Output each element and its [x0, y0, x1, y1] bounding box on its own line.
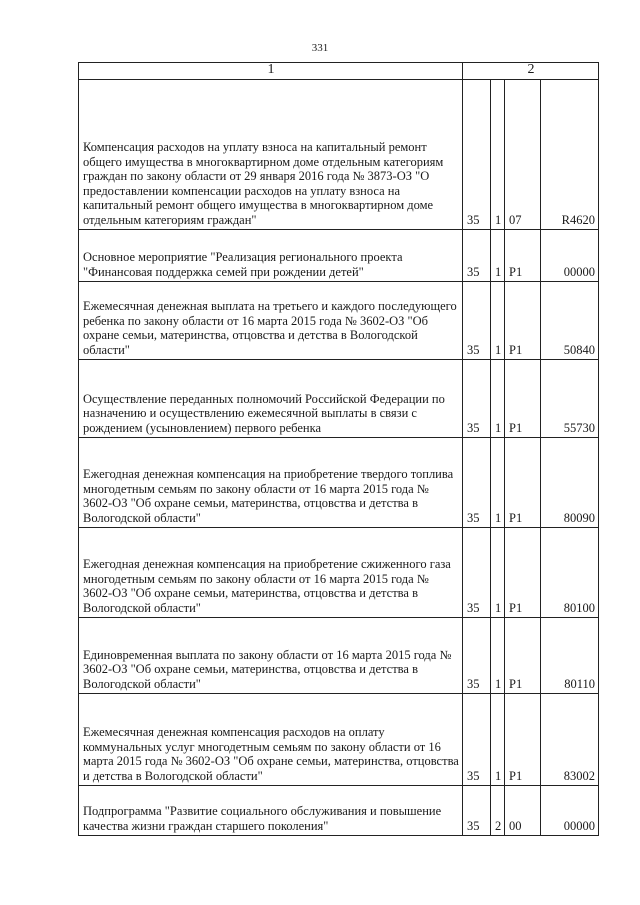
- code-subprogram: 1: [491, 359, 505, 437]
- row-description: Единовременная выплата по закону области от 16 марта 2015 года № 3602-ОЗ "Об охране семьи, материнства, отцовства и детства в Вологодской области": [79, 617, 463, 693]
- row-description: Ежегодная денежная компенсация на приобретение сжиженного газа многодетным семьям по закону области от 16 марта 2015 года № 3602-ОЗ "Об охране семьи, материнства, отцовства и детства в Вологодской области": [79, 527, 463, 617]
- budget-table: [78, 62, 599, 836]
- table-row: [79, 281, 599, 359]
- code-event: 07: [505, 79, 541, 229]
- table-row: [79, 693, 599, 785]
- code-subprogram: 1: [491, 693, 505, 785]
- row-description: Компенсация расходов на уплату взноса на капитальный ремонт общего имущества в многоквартирном доме отдельным категориям граждан по закону области от 29 января 2016 года № 3873-ОЗ "О предоставлении компенсации расходов на уплату взноса на капитальный ремонт общего имущества в многоквартирном доме отдельным категориям граждан": [79, 79, 463, 229]
- code-event: P1: [505, 359, 541, 437]
- code-direction: 80090: [541, 437, 599, 527]
- table-row: [79, 785, 599, 835]
- code-subprogram: 1: [491, 617, 505, 693]
- code-event: P1: [505, 437, 541, 527]
- code-program: 35: [463, 229, 491, 281]
- code-direction: 55730: [541, 359, 599, 437]
- code-direction: R4620: [541, 79, 599, 229]
- table-row: [79, 527, 599, 617]
- code-program: 35: [463, 281, 491, 359]
- table-row: [79, 359, 599, 437]
- code-direction: 50840: [541, 281, 599, 359]
- code-program: 35: [463, 79, 491, 229]
- code-event: P1: [505, 693, 541, 785]
- code-direction: 80110: [541, 617, 599, 693]
- code-subprogram: 1: [491, 281, 505, 359]
- table-row: [79, 617, 599, 693]
- code-subprogram: 1: [491, 79, 505, 229]
- code-event: 00: [505, 785, 541, 835]
- code-event: P1: [505, 617, 541, 693]
- code-subprogram: 2: [491, 785, 505, 835]
- code-subprogram: 1: [491, 527, 505, 617]
- table-row: [79, 79, 599, 229]
- row-description: Подпрограмма "Развитие социального обслуживания и повышение качества жизни граждан старшего поколения": [79, 785, 463, 835]
- row-description: Ежегодная денежная компенсация на приобретение твердого топлива многодетным семьям по закону области от 16 марта 2015 года № 3602-ОЗ "Об охране семьи, материнства, отцовства и детства в Вологодской области": [79, 437, 463, 527]
- code-subprogram: 1: [491, 229, 505, 281]
- page-number: 331: [311, 42, 329, 54]
- code-program: 35: [463, 693, 491, 785]
- code-direction: 00000: [541, 785, 599, 835]
- row-description: Осуществление переданных полномочий Российской Федерации по назначению и осуществлению ежемесячной выплаты в связи с рождением (усыновлением) первого ребенка: [79, 359, 463, 437]
- row-description: Ежемесячная денежная выплата на третьего и каждого последующего ребенка по закону области от 16 марта 2015 года № 3602-ОЗ "Об охране семьи, материнства, отцовства и детства в Вологодской области": [79, 281, 463, 359]
- code-program: 35: [463, 785, 491, 835]
- code-direction: 00000: [541, 229, 599, 281]
- code-program: 35: [463, 617, 491, 693]
- code-program: 35: [463, 437, 491, 527]
- code-direction: 80100: [541, 527, 599, 617]
- row-description: Основное мероприятие "Реализация регионального проекта "Финансовая поддержка семей при рождении детей": [79, 229, 463, 281]
- header-col-1: 1: [79, 63, 463, 80]
- code-event: P1: [505, 527, 541, 617]
- table-header-row: [79, 63, 599, 80]
- code-program: 35: [463, 359, 491, 437]
- code-subprogram: 1: [491, 437, 505, 527]
- table-row: [79, 437, 599, 527]
- header-col-2: 2: [463, 63, 599, 80]
- row-description: Ежемесячная денежная компенсация расходов на оплату коммунальных услуг многодетным семьям по закону области от 16 марта 2015 года № 3602-ОЗ "Об охране семьи, материнства, отцовства и детства в Вологодской области": [79, 693, 463, 785]
- code-event: P1: [505, 281, 541, 359]
- code-direction: 83002: [541, 693, 599, 785]
- code-event: P1: [505, 229, 541, 281]
- table-row: [79, 229, 599, 281]
- code-program: 35: [463, 527, 491, 617]
